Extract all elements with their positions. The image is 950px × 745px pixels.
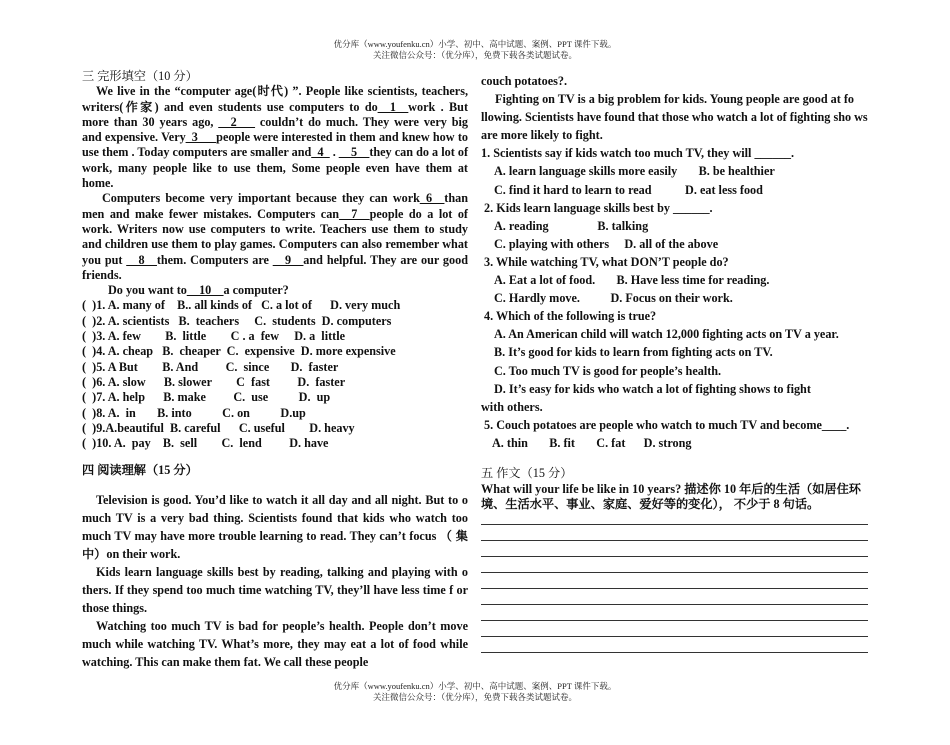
footer-line-1: 优分库（www.youfenku.cn）小学、初中、高中试题、案例、PPT 课件下载。 xyxy=(333,681,617,691)
answer-line[interactable] xyxy=(481,636,868,637)
question-options[interactable]: A. An American child will watch 12,000 fighting acts on TV a year. xyxy=(494,327,839,342)
cloze-section-title: 三 完形填空（10 分） xyxy=(82,69,198,83)
question-options[interactable]: A. learn language skills more easily B. be healthier xyxy=(494,164,775,179)
cloze-option-row[interactable]: ( )1. A. many of B.. all kinds of C. a lot of D. very much xyxy=(82,298,401,313)
answer-line[interactable] xyxy=(481,540,868,541)
question xyxy=(481,253,871,307)
blank-number: __2___ xyxy=(218,114,255,129)
cloze-option-row[interactable]: ( )5. A But B. And C. since D. faster xyxy=(82,359,339,374)
blank-number: __8__ xyxy=(126,252,157,267)
text-run: people do a lot of work. Writers now use computers to write. Teachers use them to study and children use them to play games. Computers can also remember what you put xyxy=(82,206,468,267)
question-options[interactable]: C. playing with others D. all of the above xyxy=(494,236,719,251)
cloze-option-row[interactable]: ( )6. A. slow B. slower C fast D. faster xyxy=(82,374,346,389)
text-run: We live in the “computer age(时代) ”. People like scientists, teachers, writers(作家) and even students use computers to do xyxy=(82,84,468,114)
blank-number: __9__ xyxy=(272,252,304,267)
text-run: Do you want to xyxy=(108,283,187,298)
question-stem: 3. While watching TV, what DON’T people do? xyxy=(481,254,729,269)
blank-number: __10__ xyxy=(186,283,224,298)
answer-line[interactable] xyxy=(481,620,868,621)
reading-paragraph-3: Watching too much TV is bad for people’s health. People don’t move much while watching TV. What’s more, they may eat a lot of food while watching. This can make them fat. We call these people xyxy=(82,618,468,669)
reading-section-title: 四 阅读理解（15 分） xyxy=(82,463,198,478)
text-run: them. Computers are xyxy=(156,252,273,267)
cloze-option-row[interactable]: ( )8. A. in B. into C. on D.up xyxy=(82,405,306,420)
writing-prompt: What will your life be like in 10 years? 描述你 10 年后的生活（如居住环境、生活水平、事业、家庭、爱好等的变化）， 不少于 8 句话。 xyxy=(481,481,861,511)
text-run: people were interested in them and knew how to use them . Today computers are smaller and xyxy=(82,130,468,160)
question-stem: 4. Which of the following is true? xyxy=(481,309,657,324)
cloze-paragraph-2 xyxy=(82,191,468,283)
header-line-1: 优分库（www.youfenku.cn）小学、初中、高中试题、案例、PPT 课件下载。 xyxy=(333,39,617,49)
answer-line[interactable] xyxy=(481,524,868,525)
question xyxy=(481,199,871,253)
text-run: couldn’t do much. They were very big and expensive. Very xyxy=(82,114,468,145)
question-stem: 2. Kids learn language skills best by ______. xyxy=(481,200,713,215)
blank-number: _3___ xyxy=(185,130,217,145)
text-run: work . But more than 30 years ago, xyxy=(82,99,468,129)
blank-number: __7__ xyxy=(339,206,370,221)
text-run: they can do a lot of work, many people like to use them, Some people even have them at home. xyxy=(82,145,469,191)
right-column xyxy=(481,72,871,452)
question-options[interactable]: with others. xyxy=(481,399,543,414)
writing-section xyxy=(481,466,871,513)
question-options[interactable]: A. Eat a lot of food. B. Have less time for reading. xyxy=(494,273,770,288)
question-options[interactable]: C. Too much TV is good for people’s health. xyxy=(494,363,722,378)
blank-number: _6__ xyxy=(419,191,445,206)
blank-number: _4_ xyxy=(311,145,330,160)
question-options[interactable]: D. It’s easy for kids who watch a lot of fighting shows to fight xyxy=(494,381,811,396)
question xyxy=(481,307,871,416)
footer-line-2: 关注微信公众号：（优分库），免费下载各类试题试卷。 xyxy=(372,692,577,702)
writing-section-title: 五 作文（15 分） xyxy=(481,466,573,480)
question-options[interactable]: A. reading B. talking xyxy=(494,218,649,233)
reading-paragraph-4: Fighting on TV is a big problem for kids. Young people are good at fo llowing. Scientists have found that those who watch a lot of fighting sho ws are more likely to fight. xyxy=(481,92,868,143)
question-options[interactable]: C. find it hard to learn to read D. eat less food xyxy=(494,182,763,197)
text-run: than men and make fewer mistakes. Computers can xyxy=(82,191,468,221)
question-options[interactable]: C. Hardly move. D. Focus on their work. xyxy=(494,291,733,306)
question-stem: 1. Scientists say if kids watch too much TV, they will ______. xyxy=(481,146,795,161)
text-run: and helpful. They are our good friends. xyxy=(82,252,468,282)
cloze-option-row[interactable]: ( )10. A. pay B. sell C. lend D. have xyxy=(82,436,329,451)
answer-lines[interactable] xyxy=(481,510,868,653)
reading-paragraph-3-continued: couch potatoes?. xyxy=(481,74,567,88)
cloze-paragraph-3 xyxy=(82,283,468,298)
header-line-2: 关注微信公众号：（优分库），免费下载各类试题试卷。 xyxy=(372,50,577,60)
reading-questions xyxy=(481,144,871,452)
answer-line[interactable] xyxy=(481,652,868,653)
page-footer xyxy=(0,681,950,703)
answer-line[interactable] xyxy=(481,572,868,573)
reading-paragraph-1: Television is good. You’d like to watch it all day and all night. But to o much TV is a very bad thing. Scientists found that kids who watch too much TV may have more trouble learning to read. They can’t focus （ 集中）on their work. xyxy=(82,492,468,561)
reading-paragraph-2: Kids learn language skills best by reading, talking and playing with o thers. If they spend too much time watching TV, they’ll have less time f or those things. xyxy=(82,564,468,615)
text-run: . xyxy=(329,145,339,160)
text-run: a computer? xyxy=(223,283,289,298)
cloze-option-row[interactable]: ( )3. A. few B. little C . a few D. a little xyxy=(82,329,345,344)
answer-line[interactable] xyxy=(481,588,868,589)
text-run: Computers become very important because they can work xyxy=(102,191,420,206)
cloze-options xyxy=(82,298,468,451)
question xyxy=(481,144,871,198)
cloze-option-row[interactable]: ( )7. A. help B. make C. use D. up xyxy=(82,390,331,405)
question-options[interactable]: A. thin B. fit C. fat D. strong xyxy=(492,435,692,450)
answer-line[interactable] xyxy=(481,604,868,605)
question-stem: 5. Couch potatoes are people who watch to much TV and become____. xyxy=(481,417,850,432)
question-options[interactable]: B. It’s good for kids to learn from fighting acts on TV. xyxy=(494,345,773,360)
answer-line[interactable] xyxy=(481,556,868,557)
left-column xyxy=(82,69,468,671)
cloze-option-row[interactable]: ( )9.A.beautiful B. careful C. useful D. heavy xyxy=(82,420,355,435)
cloze-option-row[interactable]: ( )4. A. cheap B. cheaper C. expensive D. more expensive xyxy=(82,344,396,359)
blank-number: __1__ xyxy=(377,99,409,114)
cloze-option-row[interactable]: ( )2. A. scientists B. teachers C. students D. computers xyxy=(82,313,392,328)
cloze-paragraph-1 xyxy=(82,84,468,191)
page-header xyxy=(0,39,950,61)
question xyxy=(481,416,871,452)
blank-number: __5__ xyxy=(338,145,370,160)
